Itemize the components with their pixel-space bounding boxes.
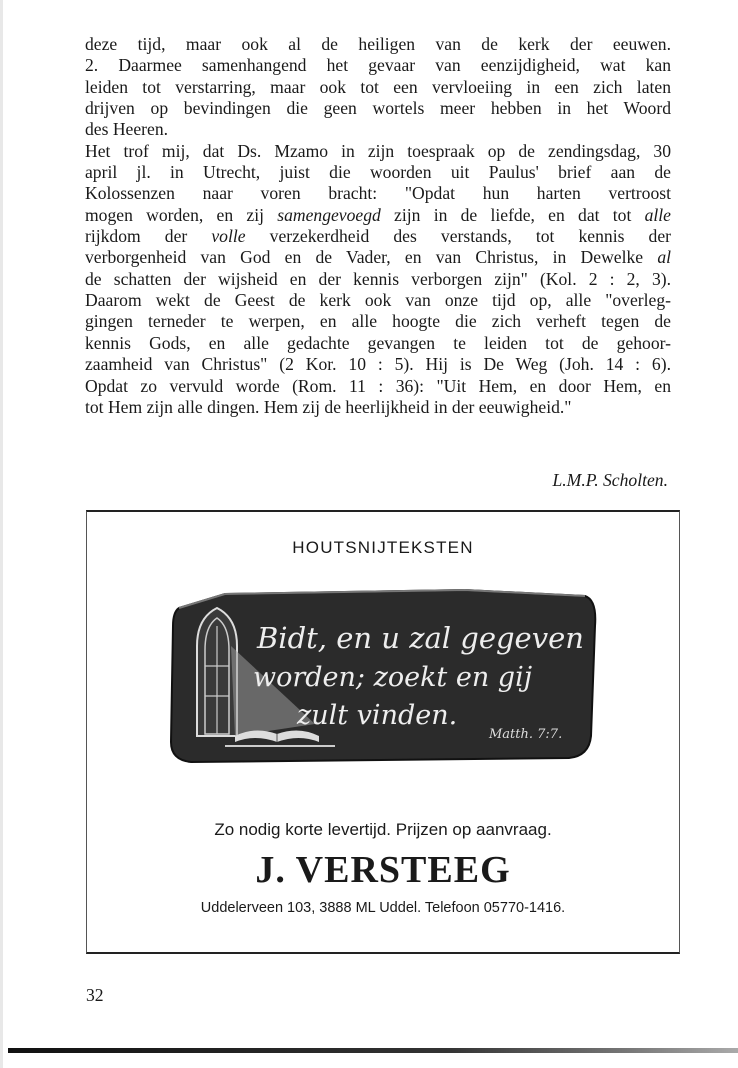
article-line: Het trof mij, dat Ds. Mzamo in zijn toespraak op de zendingsdag, 30 (85, 140, 671, 161)
article-line: tot Hem zijn alle dingen. Hem zij de heerlijkheid in der eeuwigheid." (85, 396, 572, 417)
carved-plaque-image (165, 586, 599, 764)
article-line: Kolossenzen naar voren bracht: "Opdat hun harten vertroost (85, 183, 671, 204)
article-body (85, 34, 671, 418)
article-line: drijven op bevindingen die geen wortels meer hebben in het Woord (85, 98, 671, 119)
ad-heading: HOUTSNIJTEKSTEN (292, 538, 474, 557)
article-line: rijkdom der volle verzekerdheid des verstands, tot kennis der (85, 226, 671, 247)
article-line: kennis Gods, en alle gedachte gevangen te leiden tot de gehoor- (85, 332, 671, 353)
bottom-rule (8, 1048, 738, 1053)
ad-address: Uddelerveen 103, 3888 ML Uddel. Telefoon 05770-1416. (200, 900, 566, 916)
church-window-icon (197, 608, 237, 736)
article-line: de schatten der wijsheid en der kennis verborgen zijn" (Kol. 2 : 2, 3). (85, 268, 671, 289)
article-line: Daarom wekt de Geest de kerk ook van onze tijd op, alle "overleg- (85, 290, 671, 311)
plaque-text-line-3: zult vinden. (297, 700, 458, 731)
author-signature: L.M.P. Scholten. (552, 470, 668, 490)
article-line: gingen terneder te werpen, en alle hoogte die zich verheft tegen de (85, 311, 671, 332)
advertisement-box (86, 510, 680, 954)
ad-delivery-note: Zo nodig korte levertijd. Prijzen op aanvraag. (214, 820, 552, 839)
plaque-text-line-1: Bidt, en u zal gegeven (257, 621, 584, 655)
ad-company-name: J. VERSTEEG (255, 849, 511, 891)
article-line: Opdat zo vervuld worde (Rom. 11 : 36): "Uit Hem, en door Hem, en (85, 375, 671, 396)
article-line: verborgenheid van God en de Vader, en van Christus, in Dewelke al (85, 247, 671, 268)
article-line: leiden tot verstarring, maar ook tot een vervloeiing in een zich laten (85, 76, 671, 97)
article-line: april jl. in Utrecht, juist die woorden uit Paulus' brief aan de (85, 162, 671, 183)
article-line: 2. Daarmee samenhangend het gevaar van eenzijdigheid, wat kan (85, 55, 671, 76)
plaque-text-line-2: worden; zoekt en gij (253, 662, 533, 693)
page-edge-shadow (0, 0, 3, 1068)
article-line: deze tijd, maar ook al de heiligen van de kerk der eeuwen. (85, 34, 671, 54)
page-number: 32 (86, 985, 104, 1005)
plaque-reference: Matth. 7:7. (489, 727, 563, 742)
article-line: des Heeren. (85, 119, 169, 140)
article-line: mogen worden, en zij samengevoegd zijn in de liefde, en dat tot alle (85, 204, 671, 225)
article-line: zaamheid van Christus" (2 Kor. 10 : 5). Hij is De Weg (Joh. 14 : 6). (85, 354, 671, 375)
